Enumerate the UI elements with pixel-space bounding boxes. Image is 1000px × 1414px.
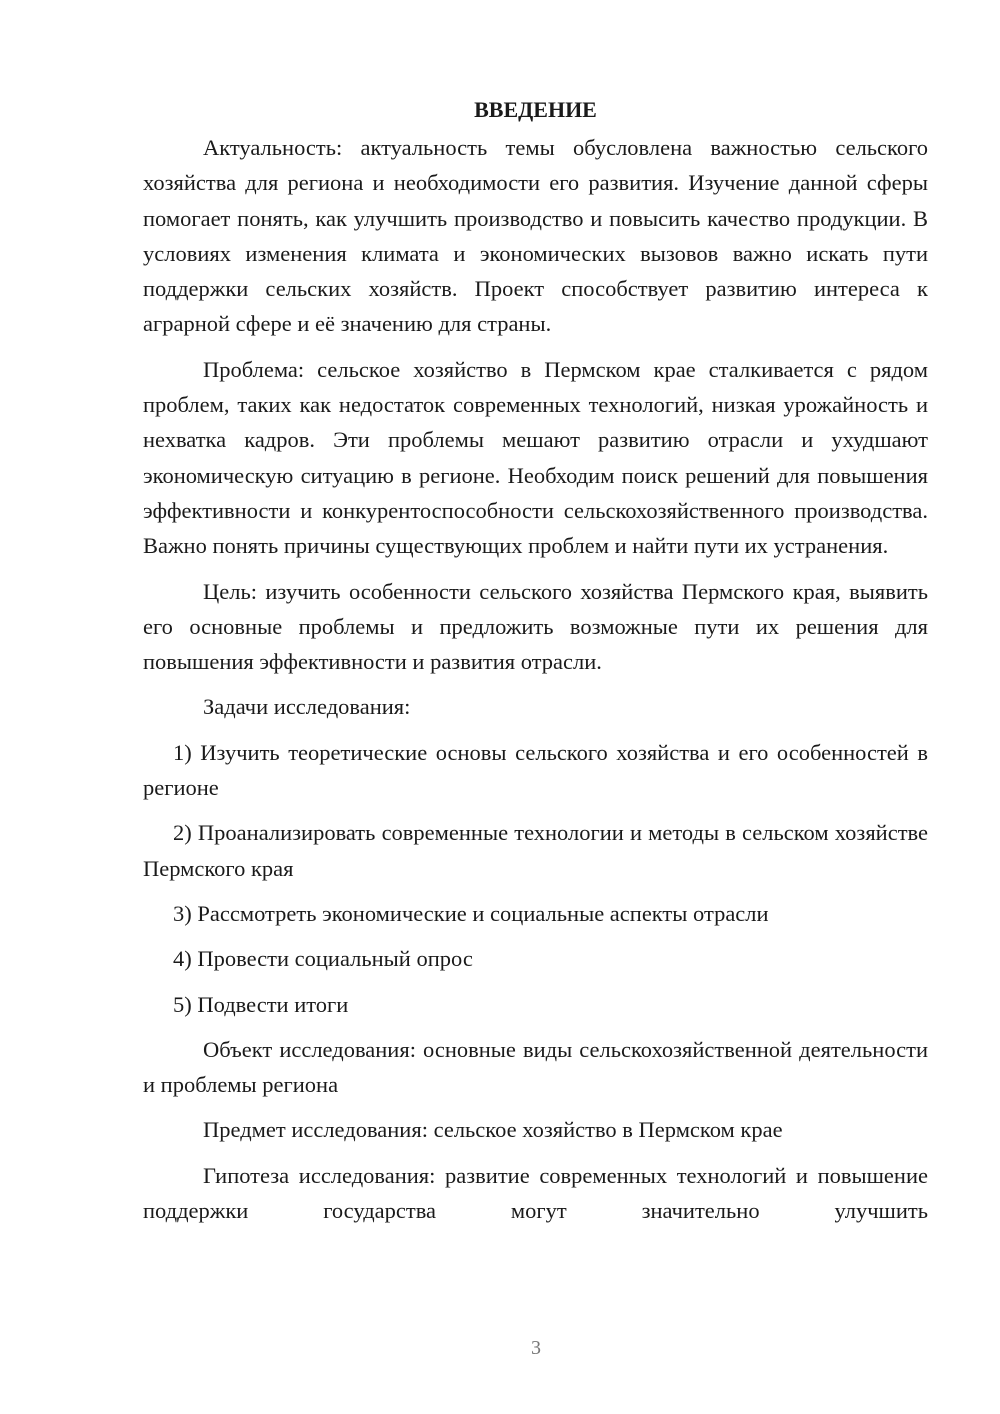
- task-number: 1): [173, 739, 192, 765]
- tasks-heading: Задачи исследования:: [203, 694, 411, 720]
- task-text: Изучить теоретические основы сельского хозяйства и его особенностей в регионе: [143, 739, 928, 801]
- task-text: Проанализировать современные технологии и методы в сельском хозяйстве Пермского края: [143, 820, 929, 881]
- page-number: 3: [531, 1337, 541, 1359]
- goal-paragraph: Цель: изучить особенности сельского хозяйства Пермского края, выявить его основные проблемы и предложить возможные пути их решения для повышения эффективности и развития отрасли.: [143, 578, 928, 675]
- object-paragraph: Объект исследования: основные виды сельскохозяйственной деятельности и проблемы региона: [143, 1036, 928, 1098]
- task-number: 5): [173, 991, 192, 1017]
- task-text: Подвести итоги: [197, 991, 349, 1017]
- task-item-5: [143, 987, 928, 1022]
- task-number: 4): [173, 946, 192, 972]
- hypothesis-paragraph: Гипотеза исследования: развитие современных технологий и повышение поддержки государства могут значительно улучшить: [143, 1162, 928, 1224]
- task-number: 3): [173, 900, 192, 926]
- task-item-1: [143, 735, 928, 806]
- task-number: 2): [173, 820, 192, 846]
- task-text: Рассмотреть экономические и социальные аспекты отрасли: [197, 900, 769, 926]
- problem-paragraph: Проблема: сельское хозяйство в Пермском крае сталкивается с рядом проблем, таких как недостаток современных технологий, низкая урожайность и нехватка кадров. Эти проблемы мешают развитию отрасли и ухудшают экономическую ситуацию в регионе. Необходим поиск решений для повышения эффективности и конкурентоспособности сельскохозяйственного производства. Важно понять причины существующих проблем и найти пути их устранения.: [143, 356, 928, 559]
- page-title: ВВЕДЕНИЕ: [474, 97, 597, 122]
- document-body: [143, 96, 928, 1238]
- subject-paragraph: Предмет исследования: сельское хозяйство в Пермском крае: [203, 1117, 783, 1143]
- task-text: Провести социальный опрос: [197, 946, 473, 972]
- task-item-3: [143, 896, 928, 931]
- task-item-2: [143, 815, 928, 886]
- relevance-paragraph: Актуальность: актуальность темы обусловлена важностью сельского хозяйства для региона и необходимости его развития. Изучение данной сферы помогает понять, как улучшить производство и повысить качество продукции. В условиях изменения климата и экономических вызовов важно искать пути поддержки сельских хозяйств. Проект способствует развитию интереса к аграрной сфере и её значению для страны.: [143, 135, 928, 337]
- task-item-4: [143, 941, 928, 976]
